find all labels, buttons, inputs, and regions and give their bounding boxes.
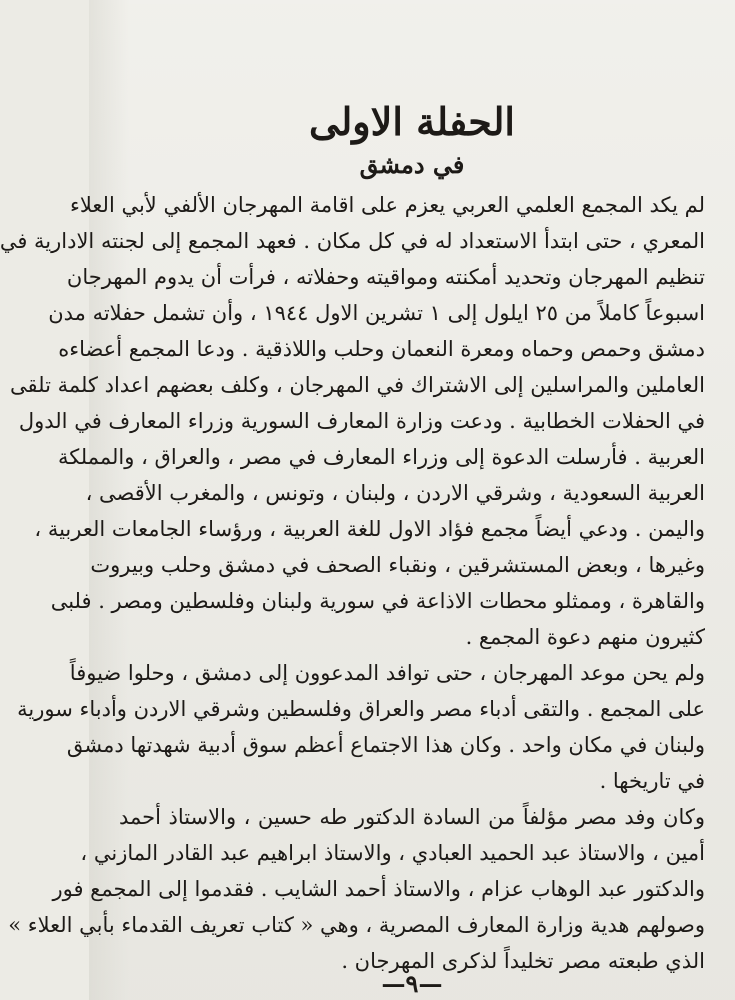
chapter-title: الحفلة الاولى: [309, 99, 515, 144]
text-line: وكان وفد مصر مؤلفاً من السادة الدكتور طه حسين ، والاستاذ أحمد: [119, 805, 705, 829]
text-line: العربية . فأرسلت الدعوة إلى وزراء المعارف في مصر ، والعراق ، والمملكة: [57, 445, 705, 469]
text-line: في الحفلات الخطابية . ودعت وزارة المعارف السورية وزراء المعارف في الدول: [18, 409, 705, 433]
text-line: ولم يحن موعد المهرجان ، حتى توافد المدعوون إلى دمشق ، وحلوا ضيوفاً: [69, 661, 705, 685]
chapter-subtitle: في دمشق: [359, 150, 465, 179]
text-line: واليمن . ودعي أيضاً مجمع فؤاد الاول للغة العربية ، ورؤساء الجامعات العربية ،: [34, 517, 705, 541]
text-line: والدكتور عبد الوهاب عزام ، والاستاذ أحمد الشايب . فقدموا إلى المجمع فور: [52, 877, 705, 901]
page-number: —٩—: [381, 969, 443, 998]
text-line: وغيرها ، وبعض المستشرقين ، ونقباء الصحف في دمشق وحلب وبيروت: [90, 553, 705, 577]
text-line: ولبنان في مكان واحد . وكان هذا الاجتماع أعظم سوق أدبية شهدتها دمشق: [66, 733, 705, 757]
text-line: دمشق وحمص وحماه ومعرة النعمان وحلب واللاذقية . ودعا المجمع أعضاءه: [58, 337, 705, 361]
text-line: والقاهرة ، وممثلو محطات الاذاعة في سورية ولبنان وفلسطين ومصر . فلبى: [50, 589, 705, 613]
text-line: وصولهم هدية وزارة المعارف المصرية ، وهي « كتاب تعريف القدماء بأبي العلاء »: [8, 913, 705, 937]
text-line: في تاريخها .: [599, 769, 705, 793]
text-line: كثيرون منهم دعوة المجمع .: [465, 625, 705, 649]
text-line: لم يكد المجمع العلمي العربي يعزم على اقامة المهرجان الألفي لأبي العلاء: [70, 193, 705, 217]
text-line: أمين ، والاستاذ عبد الحميد العبادي ، والاستاذ ابراهيم عبد القادر المازني ،: [80, 841, 705, 865]
text-line: الذي طبعته مصر تخليداً لذكرى المهرجان .: [341, 949, 705, 973]
text-line: العربية السعودية ، وشرقي الاردن ، ولبنان ، وتونس ، والمغرب الأقصى ،: [85, 481, 705, 505]
text-line: المعري ، حتى ابتدأ الاستعداد له في كل مكان . فعهد المجمع إلى لجنته الادارية في: [0, 229, 705, 253]
text-line: اسبوعاً كاملاً من ٢٥ ايلول إلى ١ تشرين الاول ١٩٤٤ ، وأن تشمل حفلاته مدن: [48, 301, 705, 325]
text-line: العاملين والمراسلين إلى الاشتراك في المهرجان ، وكلف بعضهم اعداد كلمة تلقى: [9, 373, 705, 397]
text-line: تنظيم المهرجان وتحديد أمكنته ومواقيته وحفلاته ، فرأت أن يدوم المهرجان: [66, 265, 705, 289]
text-line: على المجمع . والتقى أدباء مصر والعراق وفلسطين وشرقي الاردن وأدباء سورية: [17, 697, 705, 721]
